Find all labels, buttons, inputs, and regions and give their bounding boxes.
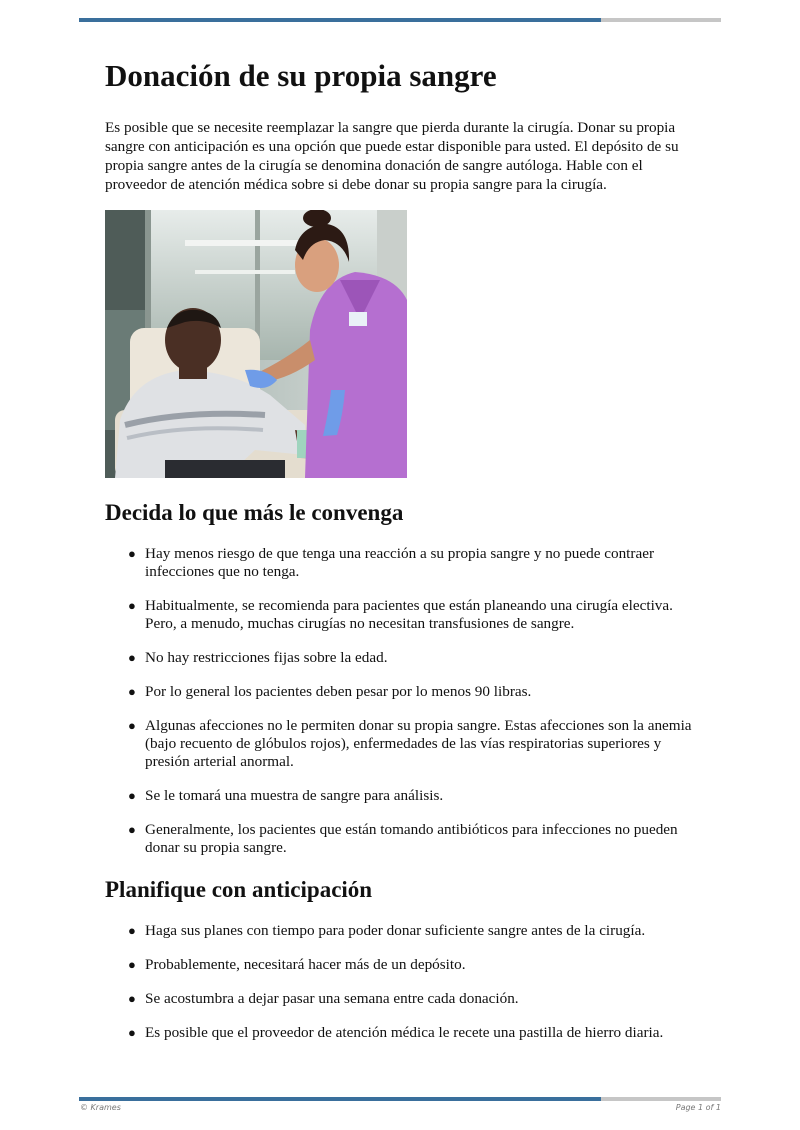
list-item [128, 956, 705, 974]
list-item-text: Algunas afecciones no le permiten donar su propia sangre. Estas afecciones son la anemia (bajo recuento de glóbulos rojos), enfermedades de las vías respiratorias superiores y presión arterial anormal. [145, 717, 692, 770]
bullet-icon: ● [128, 957, 136, 972]
list-item-text: Hay menos riesgo de que tenga una reacción a su propia sangre y no puede contraer infecciones que no tenga. [145, 545, 655, 580]
top-divider-rest [601, 18, 721, 22]
bullet-icon: ● [128, 684, 136, 699]
bottom-divider-accent [79, 1097, 601, 1101]
bottom-divider-bar [79, 1097, 721, 1101]
section-heading-planifique: Planifique con anticipación [105, 877, 373, 902]
list-item-text: No hay restricciones fijas sobre la edad. [145, 649, 388, 666]
blood-donation-photo [105, 210, 407, 478]
footer-page-number: Page 1 of 1 [675, 1103, 721, 1112]
bullet-icon: ● [128, 718, 136, 733]
top-divider-bar [79, 18, 721, 22]
top-divider-accent [79, 18, 601, 22]
list-item-text: Generalmente, los pacientes que están tomando antibióticos para infecciones no pueden donar su propia sangre. [145, 821, 678, 856]
list-item [128, 597, 705, 633]
list-item [128, 787, 705, 805]
list-item-text: Se le tomará una muestra de sangre para análisis. [145, 787, 444, 804]
document-body [105, 56, 705, 1042]
list-item-text: Se acostumbra a dejar pasar una semana entre cada donación. [145, 990, 519, 1007]
bullet-list-decida [105, 545, 705, 857]
bullet-icon: ● [128, 650, 136, 665]
bullet-icon: ● [128, 598, 136, 613]
bullet-icon: ● [128, 923, 136, 938]
list-item [128, 922, 705, 940]
intro-paragraph: Es posible que se necesite reemplazar la sangre que pierda durante la cirugía. Donar su propia sangre con anticipación es una opción que puede estar disponible para usted. El depósito de su propia sangre antes de la cirugía se denomina donación de sangre autóloga. Hable con el proveedor de atención médica sobre si debe donar su propia sangre para la cirugía. [105, 119, 679, 193]
bullet-icon: ● [128, 546, 136, 561]
list-item [128, 990, 705, 1008]
list-item-text: Probablemente, necesitará hacer más de un depósito. [145, 956, 466, 973]
bullet-list-planifique [105, 922, 705, 1042]
list-item-text: Es posible que el proveedor de atención médica le recete una pastilla de hierro diaria. [145, 1024, 664, 1041]
list-item [128, 649, 705, 667]
list-item-text: Haga sus planes con tiempo para poder donar suficiente sangre antes de la cirugía. [145, 922, 646, 939]
page-title: Donación de su propia sangre [105, 58, 497, 93]
section-heading-decida: Decida lo que más le convenga [105, 500, 404, 525]
bullet-icon: ● [128, 822, 136, 837]
list-item [128, 683, 705, 701]
list-item-text: Por lo general los pacientes deben pesar por lo menos 90 libras. [145, 683, 532, 700]
list-item [128, 1024, 705, 1042]
list-item [128, 821, 705, 857]
list-item [128, 545, 705, 581]
bullet-icon: ● [128, 991, 136, 1006]
list-item [128, 717, 705, 771]
list-item-text: Habitualmente, se recomienda para pacientes que están planeando una cirugía electiva. Pero, a menudo, muchas cirugías no necesitan transfusiones de sangre. [145, 597, 673, 632]
bullet-icon: ● [128, 1025, 136, 1040]
bottom-divider-rest [601, 1097, 721, 1101]
bullet-icon: ● [128, 788, 136, 803]
footer-copyright: © Krames [80, 1103, 121, 1112]
